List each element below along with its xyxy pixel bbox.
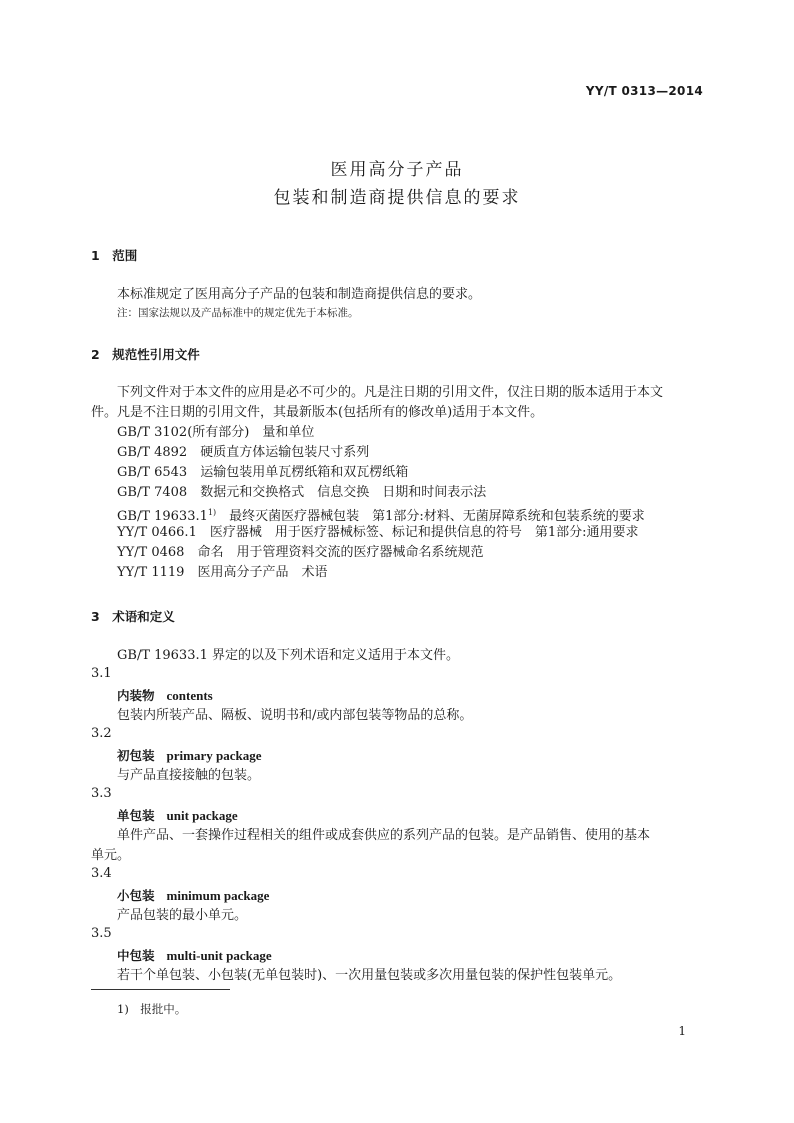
standard-number: YY/T 0313—2014 [585, 84, 703, 98]
section-2-para-line1: 下列文件对于本文件的应用是必不可少的。凡是注日期的引用文件，仅注日期的版本适用于本文 [117, 385, 664, 400]
reference-title: 数据元和交换格式 信息交换 日期和时间表示法 [200, 485, 487, 500]
term-number: 3.4 [91, 866, 112, 881]
section-3-heading: 3 术语和定义 [91, 609, 175, 624]
term-number: 3.1 [91, 666, 112, 681]
reference-item [117, 523, 639, 543]
section-1-note: 注：国家法规以及产品标准中的规定优先于本标准。 [117, 307, 359, 319]
term-cn: 小包装 [117, 888, 155, 903]
term-number: 3.3 [91, 786, 112, 801]
reference-code: GB/T 4892 [117, 445, 188, 460]
section-2-para-line2: 件。凡是不注日期的引用文件，其最新版本(包括所有的修改单)适用于本文件。 [91, 405, 544, 420]
reference-item [117, 463, 408, 483]
document-title-line2: 包装和制造商提供信息的要求 [273, 188, 521, 208]
term-heading [117, 746, 261, 764]
term-en: primary package [166, 748, 262, 763]
term-definition-cont: 单元。 [91, 848, 131, 863]
section-1-heading: 1 范围 [91, 248, 138, 263]
term-en: multi-unit package [166, 948, 272, 963]
term-definition: 产品包装的最小单元。 [117, 908, 248, 923]
reference-title: 硬质直方体运输包装尺寸系列 [200, 445, 370, 460]
reference-item [117, 423, 314, 443]
reference-code: GB/T 19633.1 [117, 509, 208, 524]
reference-title: 医疗器械 用于医疗器械标签、标记和提供信息的符号 第1部分:通用要求 [209, 525, 639, 540]
term-definition: 包装内所装产品、隔板、说明书和/或内部包装等物品的总称。 [117, 708, 473, 723]
term-definition: 与产品直接接触的包装。 [117, 768, 261, 783]
reference-title: 运输包装用单瓦楞纸箱和双瓦楞纸箱 [200, 465, 409, 480]
term-en: unit package [166, 808, 238, 823]
reference-code: YY/T 1119 [117, 565, 185, 580]
footnote-marker: 1) [207, 508, 217, 517]
reference-code: GB/T 7408 [117, 485, 188, 500]
footnote: 1) 报批中。 [117, 1002, 187, 1016]
term-number: 3.2 [91, 726, 112, 741]
term-cn: 单包装 [117, 808, 155, 823]
section-2-heading: 2 规范性引用文件 [91, 347, 200, 362]
reference-code: GB/T 6543 [117, 465, 188, 480]
reference-item [117, 563, 327, 583]
page-number: 1 [678, 1024, 686, 1038]
reference-title: 量和单位 [262, 425, 315, 440]
footnote-separator [91, 989, 230, 990]
term-cn: 中包装 [117, 948, 155, 963]
term-en: contents [166, 688, 213, 703]
term-cn: 初包装 [117, 748, 155, 763]
term-definition: 单件产品、一套操作过程相关的组件或成套供应的系列产品的包装。是产品销售、使用的基本 [117, 828, 651, 843]
reference-title: 最终灭菌医疗器械包装 第1部分:材料、无菌屏障系统和包装系统的要求 [229, 509, 645, 524]
term-heading [117, 686, 213, 704]
term-heading [117, 886, 269, 904]
reference-title: 医用高分子产品 术语 [197, 565, 328, 580]
reference-item [117, 483, 486, 503]
reference-code: YY/T 0466.1 [117, 525, 197, 540]
reference-code: YY/T 0468 [117, 545, 185, 560]
reference-item [117, 543, 483, 563]
term-en: minimum package [166, 888, 270, 903]
term-cn: 内装物 [117, 688, 155, 703]
term-definition: 若干个单包装、小包装(无单包装时)、一次用量包装或多次用量包装的保护性包装单元。 [117, 968, 622, 983]
reference-code: GB/T 3102(所有部分) [117, 425, 250, 440]
document-title-line1: 医用高分子产品 [330, 160, 464, 180]
reference-item [117, 443, 369, 463]
reference-title: 命名 用于管理资料交流的医疗器械命名系统规范 [197, 545, 484, 560]
section-1-para: 本标准规定了医用高分子产品的包装和制造商提供信息的要求。 [117, 287, 482, 302]
section-3-intro: GB/T 19633.1 界定的以及下列术语和定义适用于本文件。 [117, 648, 460, 663]
term-heading [117, 946, 272, 964]
term-heading [117, 806, 238, 824]
term-number: 3.5 [91, 926, 112, 941]
